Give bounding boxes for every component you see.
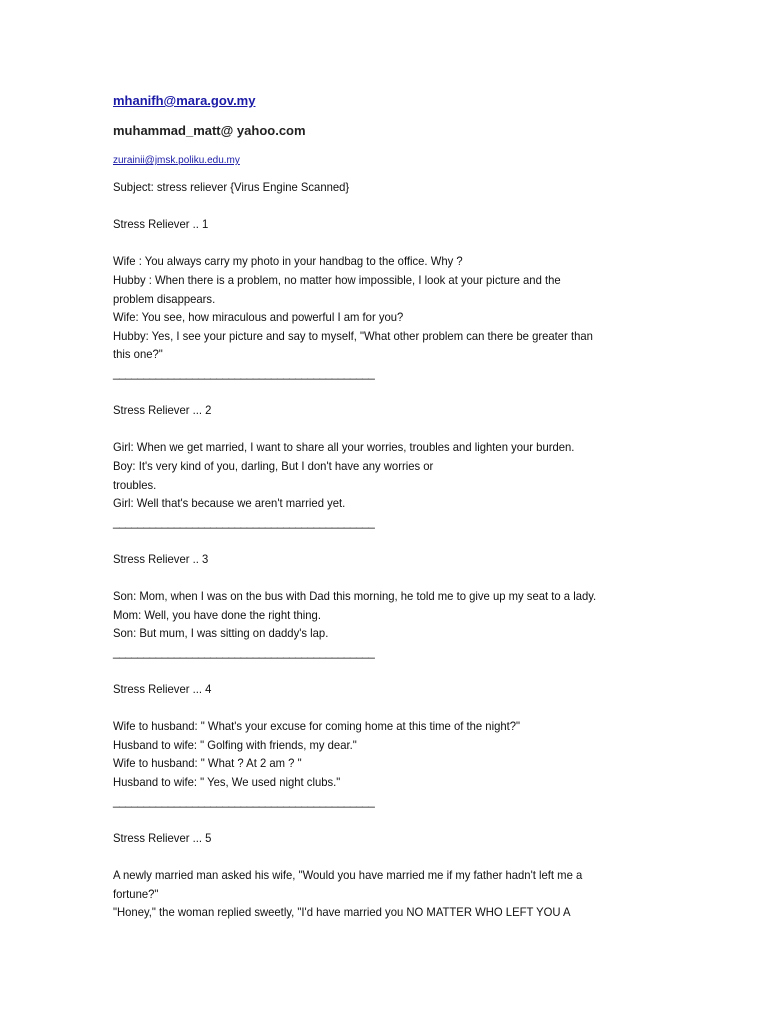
subject-line: Subject: stress reliever {Virus Engine Scanned} [113,180,350,194]
section-4-line: Husband to wife: " Golfing with friends, my dear." [113,737,357,752]
section-4-line: Wife to husband: " What's your excuse for coming home at this time of the night?" [113,719,521,734]
section-title-2: Stress Reliever ... 2 [113,403,212,418]
section-5-line: "Honey," the woman replied sweetly, "I'd have married you NO MATTER WHO LEFT YOU A [113,905,571,920]
email-address-muhammad: muhammad_matt@ yahoo.com [113,123,306,138]
section-title-5: Stress Reliever ... 5 [113,830,212,845]
section-1-line: Hubby: Yes, I see your picture and say to myself, "What other problem can there be greater than [113,328,593,343]
section-1-line: Wife : You always carry my photo in your handbag to the office. Why ? [113,254,463,269]
section-divider: ___________________________________________ [113,793,375,808]
section-divider: ___________________________________________ [113,514,375,529]
document-page [113,92,673,922]
section-2-line: Girl: Well that's because we aren't married yet. [113,496,346,511]
section-4-line: Husband to wife: " Yes, We used night clubs." [113,775,341,789]
section-title-3: Stress Reliever .. 3 [113,551,209,566]
section-5-line: fortune?" [113,886,159,901]
email-link-mhanifh[interactable]: mhanifh@mara.gov.my [113,93,256,108]
section-2-line: Boy: It's very kind of you, darling, But I don't have any worries or [113,458,434,473]
section-title-1: Stress Reliever .. 1 [113,217,209,232]
section-1-line: Hubby : When there is a problem, no matter how impossible, I look at your picture and the [113,272,561,287]
section-5-line: A newly married man asked his wife, "Would you have married me if my father hadn't left me a [113,867,583,882]
section-title-4: Stress Reliever ... 4 [113,682,212,697]
section-1-line: Wife: You see, how miraculous and powerful I am for you? [113,310,404,325]
section-2-line: troubles. [113,477,157,492]
email-link-zurainii[interactable]: zurainii@jmsk.poliku.edu.my [113,155,240,166]
section-2-line: Girl: When we get married, I want to share all your worries, troubles and lighten your burden. [113,440,575,455]
section-1-line: problem disappears. [113,291,216,306]
section-1-line: this one?" [113,347,163,362]
section-divider: ___________________________________________ [113,365,375,380]
section-4-line: Wife to husband: " What ? At 2 am ? " [113,756,302,771]
section-3-line: Mom: Well, you have done the right thing. [113,607,321,622]
section-3-line: Son: Mom, when I was on the bus with Dad this morning, he told me to give up my seat to a lady. [113,589,597,604]
section-3-line: Son: But mum, I was sitting on daddy's lap. [113,626,329,641]
section-divider: ___________________________________________ [113,644,375,659]
